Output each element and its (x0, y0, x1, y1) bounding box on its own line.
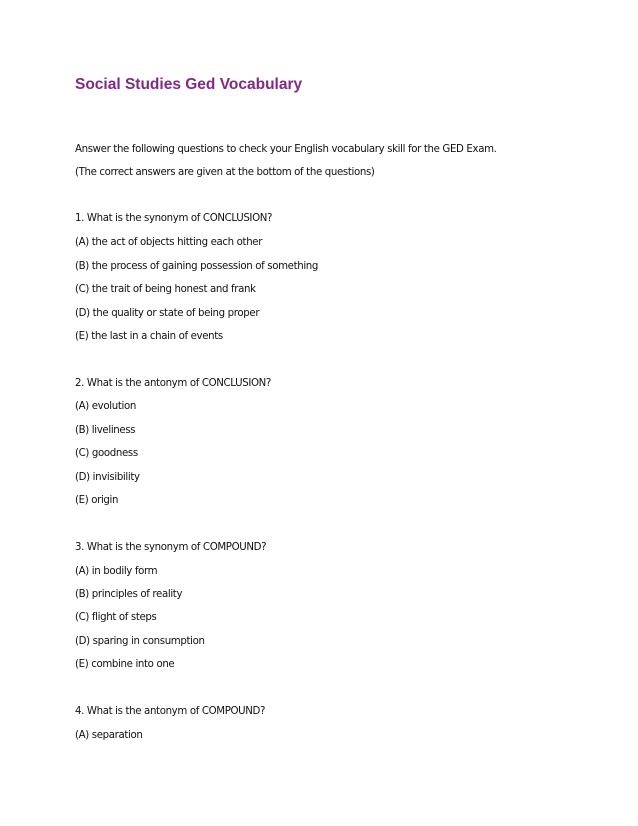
question-2-option-d: (D) invisibility (75, 472, 140, 483)
question-1-option-d: (D) the quality or state of being proper (75, 308, 260, 319)
question-3-option-d: (D) sparing in consumption (75, 636, 205, 647)
question-3-option-b: (B) principles of reality (75, 589, 183, 600)
question-1-option-e: (E) the last in a chain of events (75, 331, 223, 342)
intro-text: Answer the following questions to check your English vocabulary skill for the GED Exam. (75, 144, 497, 155)
question-3: 3. What is the synonym of COMPOUND? (75, 542, 267, 553)
question-2-option-a: (A) evolution (75, 401, 136, 412)
question-1-option-b: (B) the process of gaining possession of something (75, 261, 319, 272)
question-2-option-e: (E) origin (75, 495, 119, 506)
question-3-option-c: (C) flight of steps (75, 612, 157, 623)
question-2-option-b: (B) liveliness (75, 425, 136, 436)
question-3-option-e: (E) combine into one (75, 659, 175, 670)
question-4-option-a: (A) separation (75, 730, 143, 741)
question-2-option-c: (C) goodness (75, 448, 138, 459)
question-1-option-a: (A) the act of objects hitting each other (75, 237, 263, 248)
question-1-option-c: (C) the trait of being honest and frank (75, 284, 256, 295)
question-1: 1. What is the synonym of CONCLUSION? (75, 213, 273, 224)
question-3-option-a: (A) in bodily form (75, 566, 158, 577)
question-4: 4. What is the antonym of COMPOUND? (75, 706, 266, 717)
document-title: Social Studies Ged Vocabulary (75, 76, 303, 93)
question-2: 2. What is the antonym of CONCLUSION? (75, 378, 271, 389)
answers-note: (The correct answers are given at the bottom of the questions) (75, 167, 375, 178)
